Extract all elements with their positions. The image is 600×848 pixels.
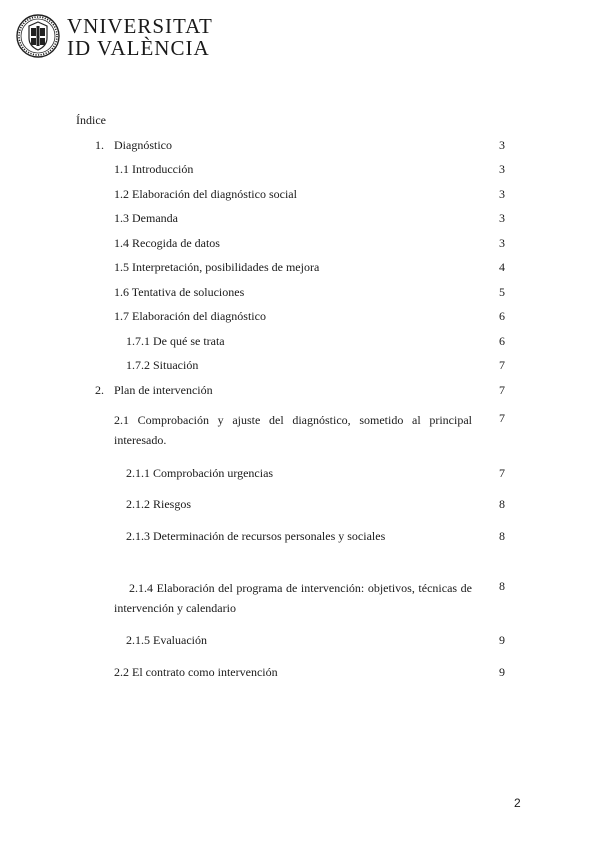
- toc-entry-label: 2.1.4 Elaboración del programa de intervención: objetivos, técnicas de intervención y calendario: [114, 581, 472, 615]
- page-number: 2: [514, 796, 521, 810]
- toc-entry-page: 8: [499, 579, 505, 593]
- toc-entry-label: Diagnóstico: [114, 138, 172, 152]
- toc-entry-page: 3: [499, 211, 505, 225]
- toc-entry-page: 9: [499, 633, 505, 647]
- toc-entry-label: 1.5 Interpretación, posibilidades de mejora: [114, 260, 320, 274]
- university-logo: [16, 14, 213, 60]
- toc-entry-page: 3: [499, 138, 505, 152]
- toc-entry-label: 1.7.2 Situación: [126, 358, 199, 372]
- toc-entry-page: 7: [499, 358, 505, 372]
- toc-entry-label: 1.7 Elaboración del diagnóstico: [114, 309, 266, 323]
- toc-entry-page: 8: [499, 497, 505, 511]
- university-wordmark: VNIVERSITAT ID VALÈNCIA: [67, 14, 213, 60]
- toc-entry-page: 3: [499, 162, 505, 176]
- toc-title: Índice: [76, 113, 106, 127]
- toc-entry-page: 3: [499, 236, 505, 250]
- toc-entry-page: 8: [499, 529, 505, 543]
- toc-entry-page: 4: [499, 260, 505, 274]
- toc-entry-label: 2.1.3 Determinación de recursos personales y sociales: [126, 529, 386, 543]
- toc-entry-label: Plan de intervención: [114, 383, 213, 397]
- toc-entry-label: 1.6 Tentativa de soluciones: [114, 285, 245, 299]
- toc-entry-page: 6: [499, 309, 505, 323]
- toc-entry-page: 6: [499, 334, 505, 348]
- toc-entry-label: 2.2 El contrato como intervención: [114, 665, 278, 679]
- toc-entry-label: 2.1.5 Evaluación: [126, 633, 207, 647]
- university-seal-icon: [16, 14, 60, 58]
- toc-entry-number: 1.: [95, 138, 104, 152]
- toc-entry-page: 5: [499, 285, 505, 299]
- toc-entry-number: 2.: [95, 383, 104, 397]
- toc-entry-label: 2.1.2 Riesgos: [126, 497, 192, 511]
- toc-entry-page: 7: [499, 383, 505, 397]
- toc-entry-page: 7: [499, 466, 505, 480]
- toc-entry-label: 1.1 Introducción: [114, 162, 194, 176]
- toc-entry-label: 2.1.1 Comprobación urgencias: [126, 466, 274, 480]
- toc-entry-label: 1.4 Recogida de datos: [114, 236, 220, 250]
- toc-entry-page: 9: [499, 665, 505, 679]
- toc-entry-label: 1.7.1 De qué se trata: [126, 334, 225, 348]
- toc-entry-label: 2.1 Comprobación y ajuste del diagnóstico, sometido al principal interesado.: [114, 413, 472, 447]
- toc-entry-label: 1.2 Elaboración del diagnóstico social: [114, 187, 297, 201]
- toc-entry-page: 3: [499, 187, 505, 201]
- toc-entry-label: 1.3 Demanda: [114, 211, 178, 225]
- toc-entry-page: 7: [499, 411, 505, 425]
